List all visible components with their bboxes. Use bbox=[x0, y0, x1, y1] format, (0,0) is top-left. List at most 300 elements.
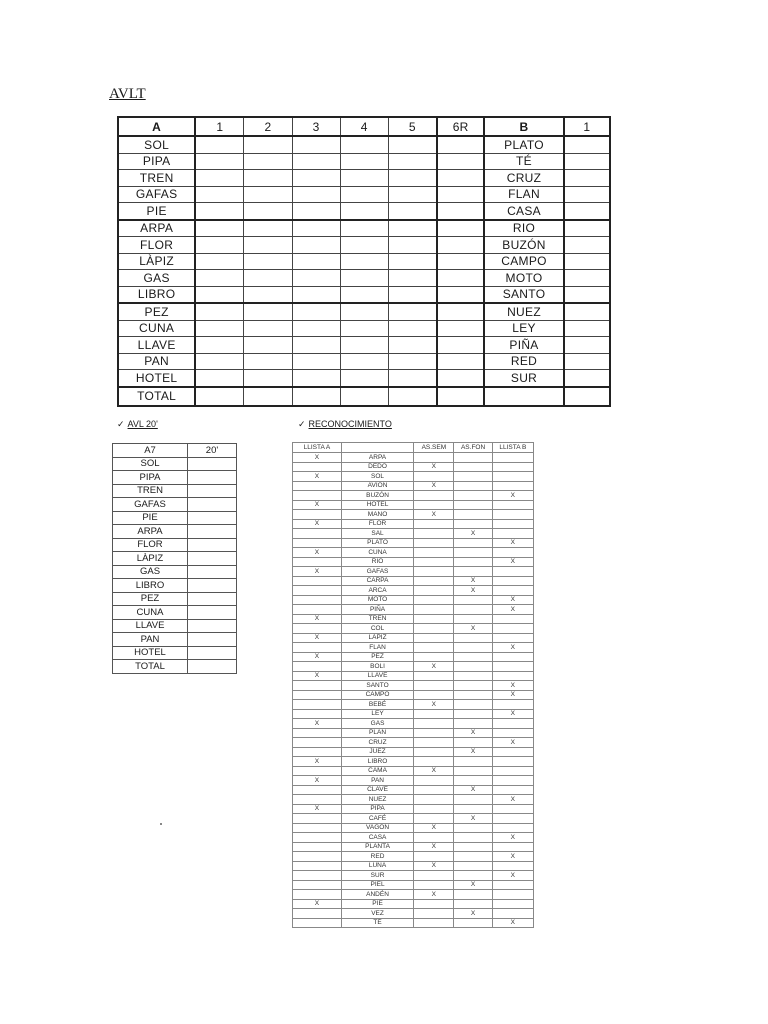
as-sem-mark bbox=[414, 690, 454, 700]
trial-cell bbox=[292, 286, 340, 303]
table-row bbox=[293, 624, 534, 634]
list-a-word: CUNA bbox=[118, 320, 195, 337]
avl20-word: SOL bbox=[113, 457, 188, 471]
llista-a-mark bbox=[293, 728, 342, 738]
llista-a-mark bbox=[293, 909, 342, 919]
table-row bbox=[293, 833, 534, 843]
table-row bbox=[118, 320, 610, 337]
trial-cell bbox=[340, 203, 388, 220]
recon-word: RED bbox=[341, 852, 413, 862]
llista-b-mark bbox=[492, 662, 533, 672]
llista-a-mark bbox=[293, 700, 342, 710]
trial-cell bbox=[388, 320, 437, 337]
as-sem-mark: X bbox=[414, 861, 454, 871]
as-sem-mark bbox=[414, 595, 454, 605]
llista-a-mark bbox=[293, 795, 342, 805]
recall-cell bbox=[437, 353, 484, 370]
as-sem-mark bbox=[414, 605, 454, 615]
trial-cell bbox=[244, 370, 292, 387]
avl20-score-cell bbox=[188, 646, 237, 660]
b-trial-cell bbox=[564, 237, 610, 254]
trial-cell bbox=[292, 253, 340, 270]
as-fon-mark bbox=[454, 690, 492, 700]
avl20-word: LÀPIZ bbox=[113, 552, 188, 566]
llista-a-mark: X bbox=[293, 899, 342, 909]
table-row bbox=[293, 548, 534, 558]
as-sem-mark bbox=[414, 557, 454, 567]
recon-header-word bbox=[341, 443, 413, 453]
as-fon-mark bbox=[454, 738, 492, 748]
header-trial-1: 1 bbox=[195, 117, 244, 136]
table-row bbox=[293, 700, 534, 710]
b-trial-cell bbox=[564, 220, 610, 237]
llista-a-mark bbox=[293, 643, 342, 653]
trial-cell bbox=[292, 320, 340, 337]
trial-cell bbox=[340, 320, 388, 337]
llista-a-mark: X bbox=[293, 614, 342, 624]
trial-cell bbox=[244, 136, 292, 153]
recon-word: TÉ bbox=[341, 918, 413, 928]
avl20-score-cell bbox=[188, 606, 237, 620]
llista-b-mark bbox=[492, 890, 533, 900]
recall-cell bbox=[437, 220, 484, 237]
as-sem-mark: X bbox=[414, 823, 454, 833]
avl20-section-label bbox=[117, 419, 158, 430]
trial-cell bbox=[244, 270, 292, 287]
as-fon-mark: X bbox=[454, 909, 492, 919]
list-a-word: PAN bbox=[118, 353, 195, 370]
recon-word: PIEL bbox=[341, 880, 413, 890]
list-b-word: FLAN bbox=[484, 186, 563, 203]
b-trial-cell bbox=[564, 320, 610, 337]
avlt-main-table bbox=[117, 116, 611, 407]
avl20-header-20: 20' bbox=[188, 444, 237, 458]
recon-word: PIPA bbox=[341, 804, 413, 814]
trial-cell bbox=[340, 136, 388, 153]
table-row bbox=[293, 643, 534, 653]
list-b-word: CRUZ bbox=[484, 170, 563, 187]
trial-cell bbox=[388, 237, 437, 254]
llista-a-mark bbox=[293, 510, 342, 520]
table-row bbox=[118, 353, 610, 370]
llista-b-mark bbox=[492, 899, 533, 909]
llista-b-mark bbox=[492, 814, 533, 824]
as-sem-mark: X bbox=[414, 890, 454, 900]
llista-a-mark bbox=[293, 823, 342, 833]
trial-cell bbox=[244, 253, 292, 270]
recon-word: BEBÉ bbox=[341, 700, 413, 710]
table-row bbox=[118, 153, 610, 170]
trial-cell bbox=[292, 170, 340, 187]
recon-word: ARPA bbox=[341, 453, 413, 463]
llista-a-mark bbox=[293, 462, 342, 472]
as-sem-mark bbox=[414, 899, 454, 909]
avl20-word: LIBRO bbox=[113, 579, 188, 593]
as-fon-mark bbox=[454, 633, 492, 643]
as-fon-mark bbox=[454, 462, 492, 472]
b-trial-cell bbox=[564, 253, 610, 270]
llista-b-mark bbox=[492, 548, 533, 558]
llista-a-mark bbox=[293, 662, 342, 672]
avl20-header-a7: A7 bbox=[113, 444, 188, 458]
as-fon-mark: X bbox=[454, 880, 492, 890]
avl20-word: TREN bbox=[113, 484, 188, 498]
recon-word: CAMA bbox=[341, 766, 413, 776]
recon-word: ARCA bbox=[341, 586, 413, 596]
as-fon-mark: X bbox=[454, 529, 492, 539]
recall-cell bbox=[437, 237, 484, 254]
recon-word: SUR bbox=[341, 871, 413, 881]
llista-a-mark bbox=[293, 576, 342, 586]
llista-b-mark: X bbox=[492, 690, 533, 700]
as-fon-mark bbox=[454, 842, 492, 852]
llista-b-mark: X bbox=[492, 871, 533, 881]
as-fon-mark bbox=[454, 500, 492, 510]
as-fon-mark bbox=[454, 519, 492, 529]
llista-a-mark bbox=[293, 481, 342, 491]
llista-b-mark bbox=[492, 909, 533, 919]
as-sem-mark bbox=[414, 624, 454, 634]
as-sem-mark bbox=[414, 814, 454, 824]
as-sem-mark: X bbox=[414, 462, 454, 472]
as-fon-mark: X bbox=[454, 814, 492, 824]
llista-a-mark bbox=[293, 557, 342, 567]
list-b-word: CASA bbox=[484, 203, 563, 220]
as-fon-mark bbox=[454, 472, 492, 482]
as-sem-mark bbox=[414, 614, 454, 624]
trial-cell bbox=[340, 237, 388, 254]
llista-b-mark: X bbox=[492, 738, 533, 748]
recon-word: CASA bbox=[341, 833, 413, 843]
table-row bbox=[293, 586, 534, 596]
trial-cell bbox=[292, 153, 340, 170]
recall-cell bbox=[437, 153, 484, 170]
as-fon-mark bbox=[454, 776, 492, 786]
llista-b-mark bbox=[492, 842, 533, 852]
trial-cell bbox=[340, 303, 388, 320]
llista-b-mark: X bbox=[492, 557, 533, 567]
as-fon-mark bbox=[454, 918, 492, 928]
list-a-word: FLOR bbox=[118, 237, 195, 254]
as-sem-mark bbox=[414, 852, 454, 862]
table-row bbox=[293, 605, 534, 615]
trial-cell bbox=[292, 237, 340, 254]
trial-cell bbox=[292, 136, 340, 153]
table-row bbox=[113, 538, 237, 552]
recon-word: CRUZ bbox=[341, 738, 413, 748]
table-row bbox=[113, 511, 237, 525]
as-fon-mark bbox=[454, 538, 492, 548]
trial-cell bbox=[244, 303, 292, 320]
list-a-word: TREN bbox=[118, 170, 195, 187]
trial-cell bbox=[340, 186, 388, 203]
recon-word: GAS bbox=[341, 719, 413, 729]
llista-b-mark bbox=[492, 861, 533, 871]
list-a-word: HOTEL bbox=[118, 370, 195, 387]
trial-cell bbox=[195, 270, 244, 287]
header-trial-5: 5 bbox=[388, 117, 437, 136]
table-row bbox=[118, 220, 610, 237]
avl20-score-cell bbox=[188, 525, 237, 539]
as-sem-mark bbox=[414, 567, 454, 577]
recon-header-as-sem: AS.SEM bbox=[414, 443, 454, 453]
as-fon-mark bbox=[454, 652, 492, 662]
table-row bbox=[293, 529, 534, 539]
trial-cell bbox=[388, 203, 437, 220]
as-sem-mark bbox=[414, 804, 454, 814]
table-row bbox=[293, 671, 534, 681]
trial-cell bbox=[195, 186, 244, 203]
llista-b-mark bbox=[492, 510, 533, 520]
llista-b-mark bbox=[492, 671, 533, 681]
trial-cell bbox=[388, 370, 437, 387]
as-fon-mark bbox=[454, 614, 492, 624]
table-row bbox=[293, 871, 534, 881]
trial-cell bbox=[195, 203, 244, 220]
header-recall-6r: 6R bbox=[437, 117, 484, 136]
list-b-word: PLATO bbox=[484, 136, 563, 153]
list-a-word: GAS bbox=[118, 270, 195, 287]
trial-cell bbox=[195, 153, 244, 170]
llista-b-mark bbox=[492, 880, 533, 890]
trial-cell bbox=[195, 170, 244, 187]
avl20-word: PEZ bbox=[113, 592, 188, 606]
as-sem-mark bbox=[414, 633, 454, 643]
list-a-word: PIPA bbox=[118, 153, 195, 170]
table-row bbox=[118, 270, 610, 287]
llista-b-mark: X bbox=[492, 491, 533, 501]
trial-cell bbox=[244, 337, 292, 354]
header-list-a: A bbox=[118, 117, 195, 136]
as-sem-mark: X bbox=[414, 481, 454, 491]
table-row bbox=[293, 709, 534, 719]
as-fon-mark: X bbox=[454, 785, 492, 795]
trial-cell bbox=[292, 203, 340, 220]
table-row bbox=[293, 880, 534, 890]
trial-cell bbox=[388, 270, 437, 287]
list-a-word: ARPA bbox=[118, 220, 195, 237]
list-a-word: PIE bbox=[118, 203, 195, 220]
table-row bbox=[118, 170, 610, 187]
llista-b-mark bbox=[492, 785, 533, 795]
llista-b-mark: X bbox=[492, 538, 533, 548]
llista-a-mark bbox=[293, 529, 342, 539]
as-sem-mark bbox=[414, 652, 454, 662]
as-fon-mark bbox=[454, 481, 492, 491]
llista-b-mark bbox=[492, 519, 533, 529]
list-a-word: SOL bbox=[118, 136, 195, 153]
recon-word: SOL bbox=[341, 472, 413, 482]
list-b-word: PIÑA bbox=[484, 337, 563, 354]
avl20-word: HOTEL bbox=[113, 646, 188, 660]
b-trial-cell bbox=[564, 170, 610, 187]
table-row bbox=[293, 576, 534, 586]
trial-cell bbox=[340, 170, 388, 187]
as-fon-mark: X bbox=[454, 624, 492, 634]
llista-a-mark: X bbox=[293, 804, 342, 814]
recon-header-row bbox=[293, 443, 534, 453]
table-row bbox=[293, 462, 534, 472]
table-row bbox=[293, 747, 534, 757]
llista-b-mark bbox=[492, 472, 533, 482]
list-b-word: CAMPO bbox=[484, 253, 563, 270]
trial-cell bbox=[244, 286, 292, 303]
avl20-score-cell bbox=[188, 565, 237, 579]
as-fon-mark bbox=[454, 548, 492, 558]
as-sem-mark bbox=[414, 747, 454, 757]
table-row bbox=[113, 471, 237, 485]
table-row bbox=[293, 918, 534, 928]
llista-b-mark bbox=[492, 776, 533, 786]
llista-a-mark bbox=[293, 681, 342, 691]
recon-word: FLOR bbox=[341, 519, 413, 529]
avl20-score-cell bbox=[188, 619, 237, 633]
trial-cell bbox=[340, 153, 388, 170]
table-row bbox=[118, 237, 610, 254]
llista-a-mark: X bbox=[293, 776, 342, 786]
as-fon-mark bbox=[454, 643, 492, 653]
as-sem-mark bbox=[414, 785, 454, 795]
llista-a-mark bbox=[293, 491, 342, 501]
trial-cell bbox=[195, 337, 244, 354]
recon-word: PLAN bbox=[341, 728, 413, 738]
table-row bbox=[113, 619, 237, 633]
trial-cell bbox=[292, 270, 340, 287]
llista-b-mark bbox=[492, 586, 533, 596]
table-row bbox=[113, 565, 237, 579]
llista-a-mark bbox=[293, 842, 342, 852]
total-cell bbox=[195, 387, 244, 406]
recall-cell bbox=[437, 186, 484, 203]
llista-a-mark bbox=[293, 852, 342, 862]
llista-a-mark bbox=[293, 690, 342, 700]
table-row bbox=[293, 852, 534, 862]
avl20-word: CUNA bbox=[113, 606, 188, 620]
as-sem-mark bbox=[414, 795, 454, 805]
trial-cell bbox=[244, 320, 292, 337]
llista-a-mark: X bbox=[293, 519, 342, 529]
total-row bbox=[118, 387, 610, 406]
recon-word: CLAVE bbox=[341, 785, 413, 795]
as-sem-mark: X bbox=[414, 510, 454, 520]
trial-cell bbox=[195, 253, 244, 270]
recon-word: LÁPIZ bbox=[341, 633, 413, 643]
llista-a-mark bbox=[293, 747, 342, 757]
list-a-word: LIBRO bbox=[118, 286, 195, 303]
recon-word: CARPA bbox=[341, 576, 413, 586]
trial-cell bbox=[244, 170, 292, 187]
avl20-score-cell bbox=[188, 498, 237, 512]
as-sem-mark: X bbox=[414, 766, 454, 776]
recall-cell bbox=[437, 286, 484, 303]
llista-b-mark bbox=[492, 462, 533, 472]
llista-b-mark: X bbox=[492, 833, 533, 843]
llista-a-mark bbox=[293, 918, 342, 928]
table-row bbox=[293, 776, 534, 786]
as-fon-mark bbox=[454, 557, 492, 567]
llista-a-mark bbox=[293, 538, 342, 548]
table-row bbox=[118, 253, 610, 270]
llista-b-mark bbox=[492, 719, 533, 729]
recon-word: PLATO bbox=[341, 538, 413, 548]
b-trial-cell bbox=[564, 270, 610, 287]
llista-a-mark: X bbox=[293, 453, 342, 463]
recon-word: AVIÓN bbox=[341, 481, 413, 491]
llista-a-mark: X bbox=[293, 567, 342, 577]
as-fon-mark bbox=[454, 700, 492, 710]
table-row bbox=[293, 652, 534, 662]
trial-cell bbox=[195, 353, 244, 370]
avl20-word: FLOR bbox=[113, 538, 188, 552]
as-fon-mark bbox=[454, 510, 492, 520]
recon-word: TREN bbox=[341, 614, 413, 624]
table-row bbox=[118, 136, 610, 153]
trial-cell bbox=[388, 220, 437, 237]
recon-word: MOTO bbox=[341, 595, 413, 605]
as-sem-mark bbox=[414, 529, 454, 539]
avl20-total-label: TOTAL bbox=[113, 660, 188, 674]
table-row bbox=[293, 814, 534, 824]
llista-a-mark bbox=[293, 766, 342, 776]
table-row bbox=[293, 785, 534, 795]
table-row bbox=[113, 552, 237, 566]
recon-word: CAMPO bbox=[341, 690, 413, 700]
as-fon-mark bbox=[454, 662, 492, 672]
list-b-word: TÉ bbox=[484, 153, 563, 170]
table-row bbox=[293, 861, 534, 871]
table-row bbox=[293, 500, 534, 510]
avlt-body bbox=[118, 136, 610, 406]
as-sem-mark: X bbox=[414, 662, 454, 672]
as-fon-mark bbox=[454, 833, 492, 843]
total-cell bbox=[564, 387, 610, 406]
list-b-word: SANTO bbox=[484, 286, 563, 303]
total-cell bbox=[437, 387, 484, 406]
llista-b-mark: X bbox=[492, 918, 533, 928]
recon-word: RIO bbox=[341, 557, 413, 567]
llista-a-mark bbox=[293, 595, 342, 605]
header-trial-2: 2 bbox=[244, 117, 292, 136]
llista-b-mark bbox=[492, 481, 533, 491]
as-fon-mark: X bbox=[454, 576, 492, 586]
as-fon-mark: X bbox=[454, 586, 492, 596]
recon-word: PIÑA bbox=[341, 605, 413, 615]
recon-word: FLAN bbox=[341, 643, 413, 653]
as-sem-mark bbox=[414, 909, 454, 919]
b-trial-cell bbox=[564, 286, 610, 303]
llista-b-mark bbox=[492, 500, 533, 510]
table-row bbox=[113, 457, 237, 471]
recon-word: VEZ bbox=[341, 909, 413, 919]
table-row bbox=[293, 662, 534, 672]
llista-b-mark bbox=[492, 728, 533, 738]
avl20-word: PIE bbox=[113, 511, 188, 525]
as-fon-mark bbox=[454, 709, 492, 719]
header-trial-4: 4 bbox=[340, 117, 388, 136]
table-row bbox=[293, 804, 534, 814]
trial-cell bbox=[340, 253, 388, 270]
as-fon-mark bbox=[454, 595, 492, 605]
list-b-word: RIO bbox=[484, 220, 563, 237]
avl20-total-row bbox=[113, 660, 237, 674]
as-fon-mark bbox=[454, 890, 492, 900]
llista-a-mark bbox=[293, 709, 342, 719]
as-fon-mark: X bbox=[454, 728, 492, 738]
list-b-word: MOTO bbox=[484, 270, 563, 287]
header-list-b: B bbox=[484, 117, 563, 136]
recon-word: BUZÓN bbox=[341, 491, 413, 501]
trial-cell bbox=[340, 286, 388, 303]
